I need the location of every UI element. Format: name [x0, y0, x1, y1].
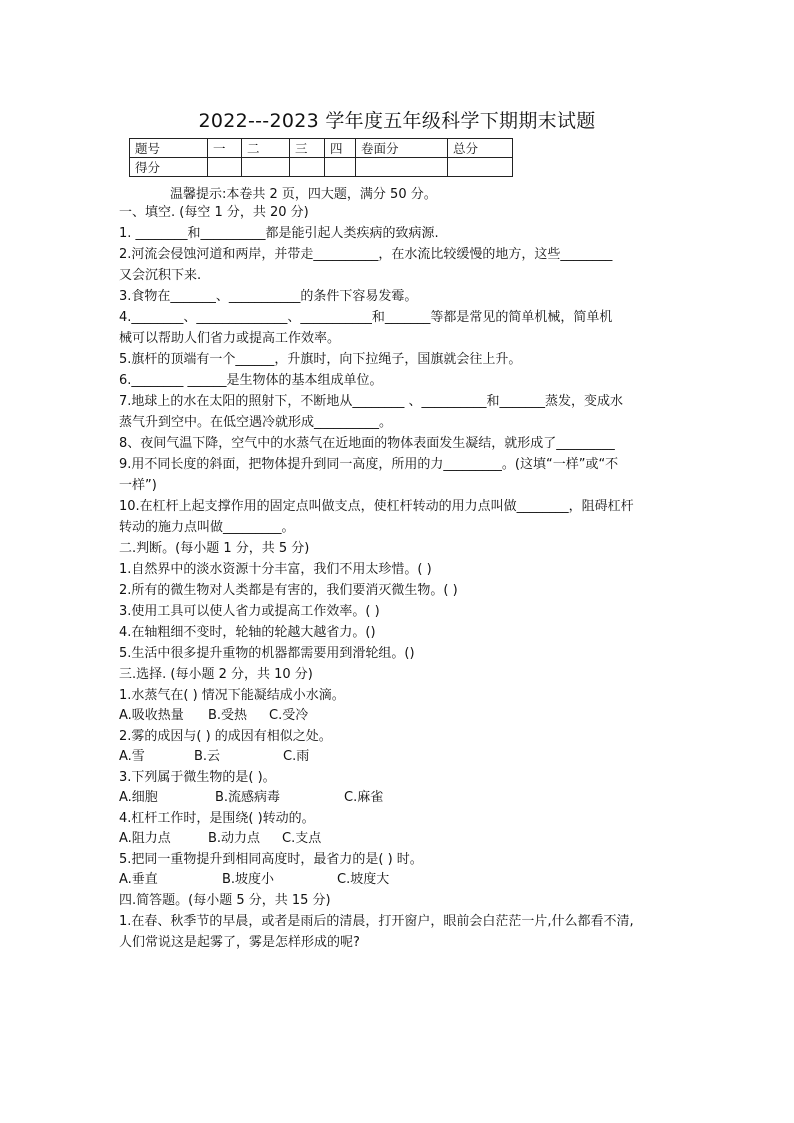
question-line: 2.雾的成因与( ) 的成因有相似之处。	[119, 729, 332, 744]
question-line: 1.水蒸气在( ) 情况下能凝结成小水滴。	[119, 688, 345, 703]
score-table-score-row	[130, 158, 513, 177]
score-table-header-row	[130, 139, 513, 158]
question-line: 4.杠杆工作时，是围绕( )转动的。	[119, 811, 315, 826]
question-line: 5.旗杆的顶端有一个______，升旗时，向下拉绳子，国旗就会往上升。	[119, 352, 522, 367]
question-line: 4.________、______________、___________和_______等都是常见的简单机械，简单机	[119, 310, 613, 325]
score-cell: 卷面分	[356, 139, 448, 158]
option-b: B.动力点	[208, 831, 261, 846]
question-line: 转动的施力点叫做_________。	[119, 520, 295, 535]
option-c: C.受冷	[269, 708, 309, 723]
score-cell	[290, 158, 325, 177]
question-line: 人们常说这是起雾了，雾是怎样形成的呢?	[119, 935, 360, 950]
question-line: 械可以帮助人们省力或提高工作效率。	[119, 331, 341, 346]
score-cell: 得分	[130, 158, 208, 177]
score-cell	[356, 158, 448, 177]
option-a: A.细胞	[119, 790, 158, 805]
score-cell	[325, 158, 356, 177]
question-line: 蒸气升到空中。在低空遇冷就形成__________。	[119, 415, 393, 430]
question-line: 4.在轴粗细不变时，轮轴的轮越大越省力。()	[119, 625, 376, 640]
question-line: 2.所有的微生物对人类都是有害的，我们要消灭微生物。( )	[119, 583, 458, 598]
section-heading: 四.简答题。(每小题 5 分，共 15 分)	[119, 893, 331, 908]
exam-tip: 温馨提示:本卷共 2 页，四大题，满分 50 分。	[170, 187, 437, 202]
option-c: C.坡度大	[337, 872, 390, 887]
score-cell	[208, 158, 242, 177]
question-line: 3.使用工具可以使人省力或提高工作效率。( )	[119, 604, 380, 619]
score-cell: 四	[325, 139, 356, 158]
score-cell	[448, 158, 513, 177]
score-cell: 总分	[448, 139, 513, 158]
score-cell	[242, 158, 290, 177]
option-b: B.受热	[208, 708, 248, 723]
option-c: C.雨	[283, 749, 310, 764]
option-b: B.坡度小	[222, 872, 275, 887]
option-b: B.云	[194, 749, 221, 764]
question-line: 8、夜间气温下降，空气中的水蒸气在近地面的物体表面发生凝结，就形成了_________	[119, 436, 615, 451]
question-line: 3.下列属于微生物的是( )。	[119, 770, 276, 785]
question-line: 2.河流会侵蚀河道和两岸，并带走__________，在水流比较缓慢的地方，这些________	[119, 247, 613, 262]
option-a: A.雪	[119, 749, 145, 764]
option-c: C.麻雀	[344, 790, 384, 805]
score-cell: 题号	[130, 139, 208, 158]
question-line: 一样”)	[119, 478, 157, 493]
option-c: C.支点	[282, 831, 322, 846]
section-heading: 二.判断。(每小题 1 分，共 5 分)	[119, 541, 310, 556]
option-a: A.垂直	[119, 872, 158, 887]
question-line: 5.生活中很多提升重物的机器都需要用到滑轮组。()	[119, 646, 415, 661]
option-b: B.流感病毒	[215, 790, 281, 805]
question-line: 6.________ ______是生物体的基本组成单位。	[119, 373, 383, 388]
question-line: 10.在杠杆上起支撑作用的固定点叫做支点，使杠杆转动的用力点叫做________，阻碍杠杆	[119, 499, 634, 514]
question-line: 3.食物在_______、___________的条件下容易发霉。	[119, 289, 418, 304]
score-cell: 二	[242, 139, 290, 158]
score-table	[129, 138, 513, 177]
option-a: A.阻力点	[119, 831, 171, 846]
question-line: 5.把同一重物提升到相同高度时，最省力的是( ) 时。	[119, 852, 423, 867]
question-line: 又会沉积下来.	[119, 268, 202, 283]
question-line: 1.在春、秋季节的早晨，或者是雨后的清晨，打开窗户，眼前会白茫茫一片,什么都看不清,	[119, 914, 634, 929]
score-cell: 三	[290, 139, 325, 158]
score-cell: 一	[208, 139, 242, 158]
question-line: 7.地球上的水在太阳的照射下，不断地从________ 、__________和_______蒸发，变成水	[119, 394, 624, 409]
question-line: 1.自然界中的淡水资源十分丰富，我们不用太珍惜。( )	[119, 562, 432, 577]
question-line: 9.用不同长度的斜面，把物体提升到同一高度，所用的力_________。(这填“一样”或“不	[119, 457, 619, 472]
section-heading: 一、填空. (每空 1 分，共 20 分)	[119, 205, 309, 220]
exam-title: 2022---2023 学年度五年级科学下期期末试题	[198, 110, 596, 132]
section-heading: 三.选择. (每小题 2 分，共 10 分)	[119, 667, 313, 682]
question-line: 1. ________和__________都是能引起人类疾病的致病源.	[119, 226, 439, 241]
option-a: A.吸收热量	[119, 708, 184, 723]
